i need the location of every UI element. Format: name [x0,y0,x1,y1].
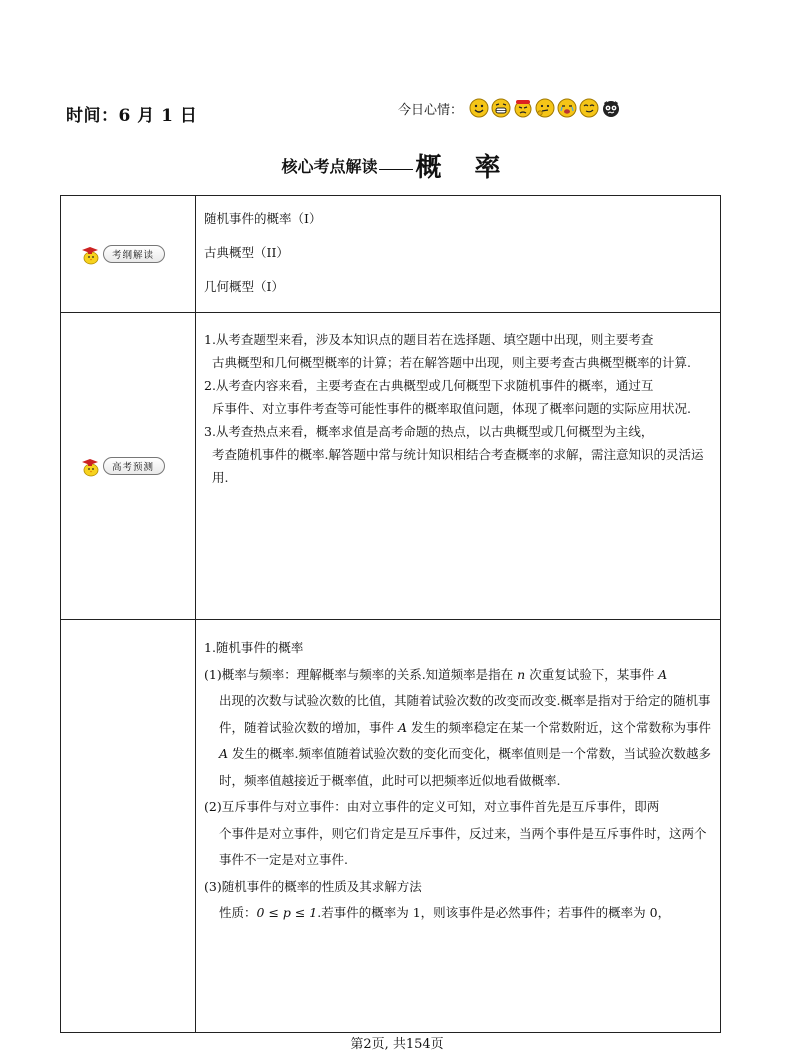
row-content-cell [196,313,721,620]
table-row [61,196,721,313]
forecast-item [204,374,710,420]
section-heading: 1.随机事件的概率 [204,640,304,655]
paragraph-mutual-exclusion [204,794,712,874]
grin-icon [491,98,511,118]
variable-n: n [517,666,526,682]
paragraph-properties-heading: (3)随机事件的概率的性质及其求解方法 [204,878,422,894]
page-footer: 第2页, 共154页 [350,1037,444,1052]
row-label-cell [61,620,196,1033]
mood-bar [398,98,623,118]
forecast-item-rest: 斥事件、对立事件考查等可能性事件的概率取值问题，体现了概率问题的实际应用状况. [212,401,691,416]
content-table [60,195,721,1033]
chick-graduate-icon [79,455,101,477]
angry-icon [513,98,533,118]
thinking-icon [535,98,555,118]
row-content-cell [196,620,721,1033]
text-run: (1)概率与频率：理解概率与频率的关系.知道频率是指在 [204,666,518,682]
paragraph-indent [204,688,712,794]
title-main: 概 率 [415,153,513,183]
syllabus-line: 古典概型（II） [204,245,289,260]
crying-icon [557,98,577,118]
badge-label: 考纲解读 [103,245,165,263]
text-run: 性质： [219,905,257,920]
date-line: 时间：6 月 1 日 [66,106,198,126]
table-row [61,620,721,1033]
smirk-icon [579,98,599,118]
badge-syllabus [79,243,195,265]
title-dash [379,169,413,170]
variable-a: A [219,746,229,761]
forecast-item-first: 2.从考查内容来看，主要考查在古典概型或几何概型下求随机事件的概率，通过互 [204,378,654,393]
page-title [0,147,794,184]
smile-icon [469,98,489,118]
forecast-item-rest: 古典概型和几何概型概率的计算；若在解答题中出现，则主要考查古典概型概率的计算. [212,355,691,370]
paragraph-frequency [204,662,712,795]
text-run: 次重复试验下，某事件 [525,666,659,682]
monster-icon [601,98,621,118]
formula: 0 ≤ p ≤ 1 [256,905,318,920]
mood-label: 今日心情： [398,102,464,118]
text-run: 出现的次数与试验次数的比值，其随着试验次数的改变而改变.概率是指对于给定的随机事件，随着试验次数的增加，事件 [219,693,711,735]
paragraph-indent: 个事件是对立事件，则它们肯定是互斥事件，反过来，当两个事件是互斥事件时，这两个事件不一定是对立事件. [219,825,707,867]
forecast-item-first: 3.从考查热点来看，概率求值是高考命题的热点，以古典概型或几何概型为主线， [204,424,654,439]
forecast-item [204,420,710,489]
forecast-item-first: 1.从考查题型来看，涉及本知识点的题目若在选择题、填空题中出现，则主要考查 [204,332,654,347]
paragraph-properties [204,900,712,927]
badge-label: 高考预测 [103,457,165,475]
title-prefix: 核心考点解读 [281,157,378,176]
text-run: 发生的概率.频率值随着试验次数的变化而变化，概率值则是一个常数，当试验次数越多时，频率值越接近于概率值，此时可以把频率近似地看做概率. [219,746,711,788]
forecast-item-rest: 考查随机事件的概率.解答题中常与统计知识相结合考查概率的求解，需注意知识的灵活运用. [212,447,704,485]
badge-forecast [79,455,195,477]
variable-a: A [658,666,668,682]
text-run: .若事件的概率为 1，则该事件是必然事件；若事件的概率为 0， [317,905,671,920]
text-run: (2)互斥事件与对立事件：由对立事件的定义可知，对立事件首先是互斥事件，即两 [204,799,660,814]
variable-a: A [397,719,408,735]
row-label-cell [61,313,196,620]
syllabus-line: 随机事件的概率（I） [204,211,322,226]
table-row [61,313,721,620]
syllabus-line: 几何概型（I） [204,279,284,294]
chick-graduate-icon [79,243,101,265]
row-content-cell [196,196,721,313]
forecast-item [204,328,710,374]
row-label-cell [61,196,196,313]
text-run: 发生的频率稳定在某一个常数附近，这个常数称为事件 [407,719,711,735]
